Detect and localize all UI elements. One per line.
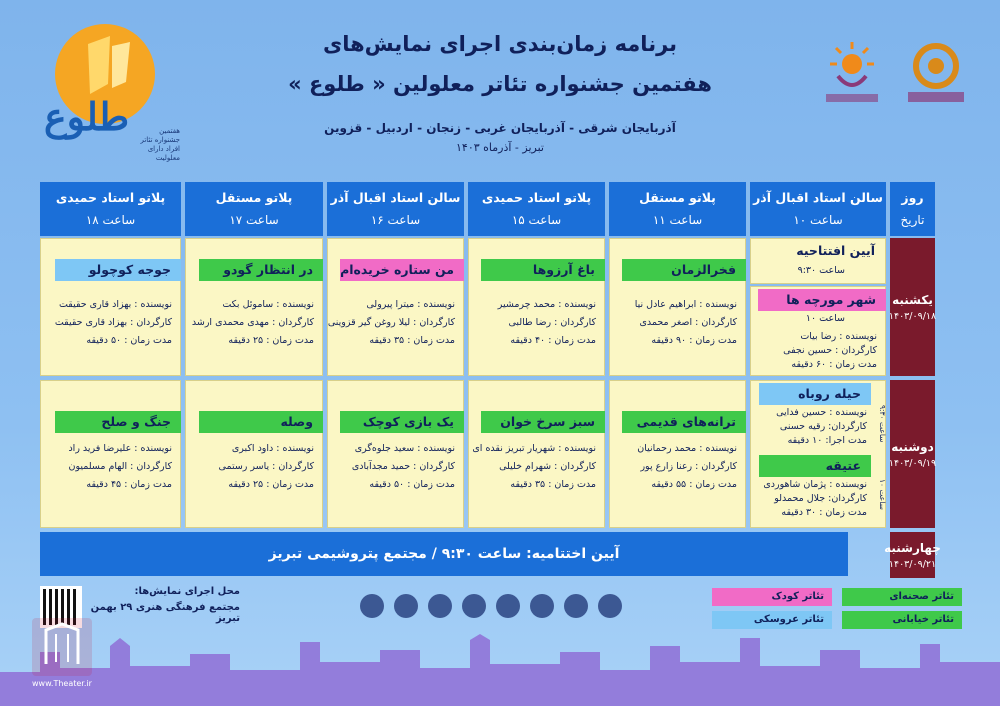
show-director: کارگردان: جلال محمدلو <box>774 493 867 504</box>
header-time: ساعت ۱۱ <box>652 213 703 227</box>
header-time: ساعت ۱۵ <box>511 213 562 227</box>
show-cell-pair <box>750 380 886 528</box>
show-title: یک بازی کوچک <box>340 411 464 433</box>
show-director: کارگردان : یاسر رستمی <box>218 461 314 472</box>
header-day-label: روز <box>901 190 924 205</box>
show-cell <box>609 238 746 376</box>
show-cell <box>750 286 886 376</box>
show-director: کارگردان : رعنا زارع پور <box>640 461 737 472</box>
day-date: ۱۴۰۳/۰۹/۲۱ <box>888 558 937 570</box>
show-cell <box>185 380 323 528</box>
opening-time: ساعت ۹:۳۰ <box>797 265 845 276</box>
show-writer: نویسنده : داود اکبری <box>231 443 314 454</box>
show-writer: نویسنده : ساموئل بکت <box>222 299 314 310</box>
show-director: کارگردان : بهزاد قاری حقیقت <box>54 317 172 328</box>
day-date: ۱۴۰۳/۰۹/۱۸ <box>888 310 937 322</box>
sponsor-logo-icon <box>394 594 418 618</box>
show-writer: نویسنده : بهزاد قاری حقیقت <box>58 299 172 310</box>
sponsor-logo-icon <box>564 594 588 618</box>
show-writer: نویسنده : محمد رحمانیان <box>637 443 737 454</box>
show-duration: مدت زمان : ۳۵ دقیقه <box>510 479 596 490</box>
show-cell <box>468 238 605 376</box>
show-duration: مدت زمان : ۹۰ دقیقه <box>651 335 737 346</box>
show-cell <box>327 380 464 528</box>
poster-title-line2: هفتمین جشنواره تئاتر معلولین « طلوع » <box>288 72 712 96</box>
show-director: کارگردان : اصغر محمدی <box>639 317 737 328</box>
show-writer: نویسنده : سعید جلوه‌گری <box>354 443 455 454</box>
sponsor-logo-icon <box>360 594 384 618</box>
day-name: دوشنبه <box>891 439 934 454</box>
header-time: ساعت ۱۰ <box>793 213 843 227</box>
show-director: کارگردان: رقیه حسنی <box>779 421 867 432</box>
header-time: ساعت ۱۶ <box>370 213 421 227</box>
show-duration: مدت زمان : ۲۵ دقیقه <box>228 335 314 346</box>
header-day-date <box>890 182 935 236</box>
show-title: ترانه‌های قدیمی <box>622 411 746 433</box>
closing-ceremony-banner: آیین اختتامیه: ساعت ۹:۳۰ / مجتمع پتروشیمی تبریز <box>40 532 848 576</box>
show-writer: نویسنده : میترا پیرولی <box>366 299 455 310</box>
opening-title: آیین افتتاحیه <box>796 243 875 258</box>
day-label-monday <box>890 380 935 528</box>
festival-logo-wordmark: طلوع <box>44 94 130 139</box>
header-hall: پلاتو مستقل <box>639 190 716 205</box>
header-time: ساعت ۱۷ <box>229 213 279 227</box>
show-director: کارگردان : حمید مجدآبادی <box>351 461 455 472</box>
show-title: وصله <box>199 411 323 433</box>
poster-title-line1: برنامه زمان‌بندی اجرای نمایش‌های <box>322 32 678 56</box>
show-title: جنگ و صلح <box>55 411 181 433</box>
venue-heading: محل اجرای نمایش‌ها: <box>134 586 240 597</box>
show-cell <box>40 380 181 528</box>
venue-name: مجتمع فرهنگی هنری ۲۹ بهمن تبریز <box>90 602 240 624</box>
header-hall: پلاتو مستقل <box>215 190 293 205</box>
show-duration: مدت زمان : ۴۵ دقیقه <box>86 479 172 490</box>
day-label-sunday <box>890 238 935 376</box>
header-col-2 <box>609 182 746 236</box>
provinces-line: آذربایجان شرقی - آذربایجان غربی - زنجان - اردبیل - قزوین <box>324 121 676 135</box>
show-cell <box>468 380 605 528</box>
show-time: ساعت ۱۰ <box>805 313 845 324</box>
show-title: سبز سرخ خوان <box>481 411 605 433</box>
show-title: عتیقه <box>759 455 871 477</box>
show-writer: نویسنده : حسین فدایی <box>776 407 867 418</box>
show-duration: مدت اجرا: ۱۰ دقیقه <box>787 435 867 446</box>
header-col-6 <box>40 182 181 236</box>
day-name: یکشنبه <box>892 292 933 307</box>
show-duration: مدت زمان : ۵۰ دقیقه <box>86 335 172 346</box>
show-writer: نویسنده : ابراهیم عادل نیا <box>634 299 737 310</box>
website-url: www.Theater.ir <box>32 679 92 688</box>
welfare-organization-logo <box>900 36 972 108</box>
show-title: من ستاره خریده‌ام <box>340 259 464 281</box>
show-title: فخرالزمان <box>622 259 746 281</box>
sun-emblem-logo <box>816 36 888 108</box>
show-cell <box>185 238 323 376</box>
show-title: شهر مورچه ها <box>758 289 886 311</box>
city-skyline-illustration <box>0 632 1000 706</box>
show-duration: مدت زمان : ۳۰ دقیقه <box>781 507 867 518</box>
show-duration: مدت زمان : ۴۰ دقیقه <box>510 335 596 346</box>
show-writer: نویسنده : رضا بیات <box>800 331 877 342</box>
show-duration: مدت زمان : ۶۰ دقیقه <box>791 359 877 370</box>
sponsor-logos <box>360 586 630 626</box>
header-hall: سالن استاد اقبال آذر <box>330 190 461 205</box>
header-hall: سالن استاد اقبال آذر <box>753 190 883 205</box>
sponsor-logo-icon <box>530 594 554 618</box>
show-writer: نویسنده : محمد چرمشیر <box>497 299 596 310</box>
header-col-5 <box>185 182 323 236</box>
show-duration: مدت زمان : ۵۰ دقیقه <box>369 479 455 490</box>
sponsor-logo-icon <box>496 594 520 618</box>
show-title: در انتظار گودو <box>199 259 323 281</box>
sponsor-logo-icon <box>598 594 622 618</box>
legend-stage-theater: تئاتر صحنه‌ای <box>842 588 962 606</box>
festival-logo-caption: هفتمین جشنواره تئاتر افراد دارای معلولیت <box>140 127 180 162</box>
day-date: ۱۴۰۳/۰۹/۱۹ <box>888 457 937 469</box>
show-side-time: ساعت ۹:۳۰ <box>878 405 887 443</box>
day-name: چهارشنبه <box>884 540 941 555</box>
sponsor-logo-icon <box>462 594 486 618</box>
show-title: جوجه کوچولو <box>55 259 181 281</box>
show-duration: مدت زمان : ۲۵ دقیقه <box>228 479 314 490</box>
show-duration: مدت زمان : ۵۵ دقیقه <box>651 479 737 490</box>
opening-ceremony-cell <box>750 238 886 284</box>
show-director: کارگردان : رضا طالبی <box>508 317 596 328</box>
show-title: باغ آرزوها <box>481 259 605 281</box>
show-writer: نویسنده : پژمان شاهوردی <box>763 479 867 490</box>
header-date-label: تاریخ <box>900 213 925 227</box>
show-duration: مدت زمان : ۳۵ دقیقه <box>369 335 455 346</box>
show-cell <box>609 380 746 528</box>
festival-logo <box>30 24 180 169</box>
sponsor-logo-icon <box>428 594 452 618</box>
header-time: ساعت ۱۸ <box>85 213 136 227</box>
show-cell <box>40 238 181 376</box>
date-place-line: تبریز - آذرماه ۱۴۰۳ <box>456 141 544 154</box>
legend-children-theater: تئاتر کودک <box>712 588 832 606</box>
show-director: کارگردان : لیلا روغن گیر قزوینی <box>327 317 455 328</box>
header-col-4 <box>327 182 464 236</box>
show-writer: نویسنده : شهریار تبریز نقده ای <box>472 443 596 454</box>
show-side-time: ساعت ۱۰ <box>878 479 887 510</box>
show-director: کارگردان : مهدی محمدی ارشد <box>191 317 314 328</box>
header-col-1 <box>750 182 886 236</box>
show-director: کارگردان : حسین نجفی <box>783 345 877 356</box>
header-hall: پلاتو استاد حمیدی <box>481 190 592 205</box>
legend-street-theater: تئاتر خیابانی <box>842 611 962 629</box>
schedule-grid <box>40 182 941 578</box>
show-title: حیله روباه <box>759 383 871 405</box>
header-hall: پلاتو استاد حمیدی <box>55 190 166 205</box>
show-cell <box>327 238 464 376</box>
show-director: کارگردان : شهرام خلیلی <box>499 461 596 472</box>
day-label-wednesday <box>884 532 941 578</box>
show-writer: نویسنده : علیرضا فرید راد <box>68 443 172 454</box>
legend-puppet-theater: تئاتر عروسکی <box>712 611 832 629</box>
theater-site-logo <box>32 618 92 676</box>
show-director: کارگردان : الهام مسلمیون <box>68 461 172 472</box>
header-col-3 <box>468 182 605 236</box>
